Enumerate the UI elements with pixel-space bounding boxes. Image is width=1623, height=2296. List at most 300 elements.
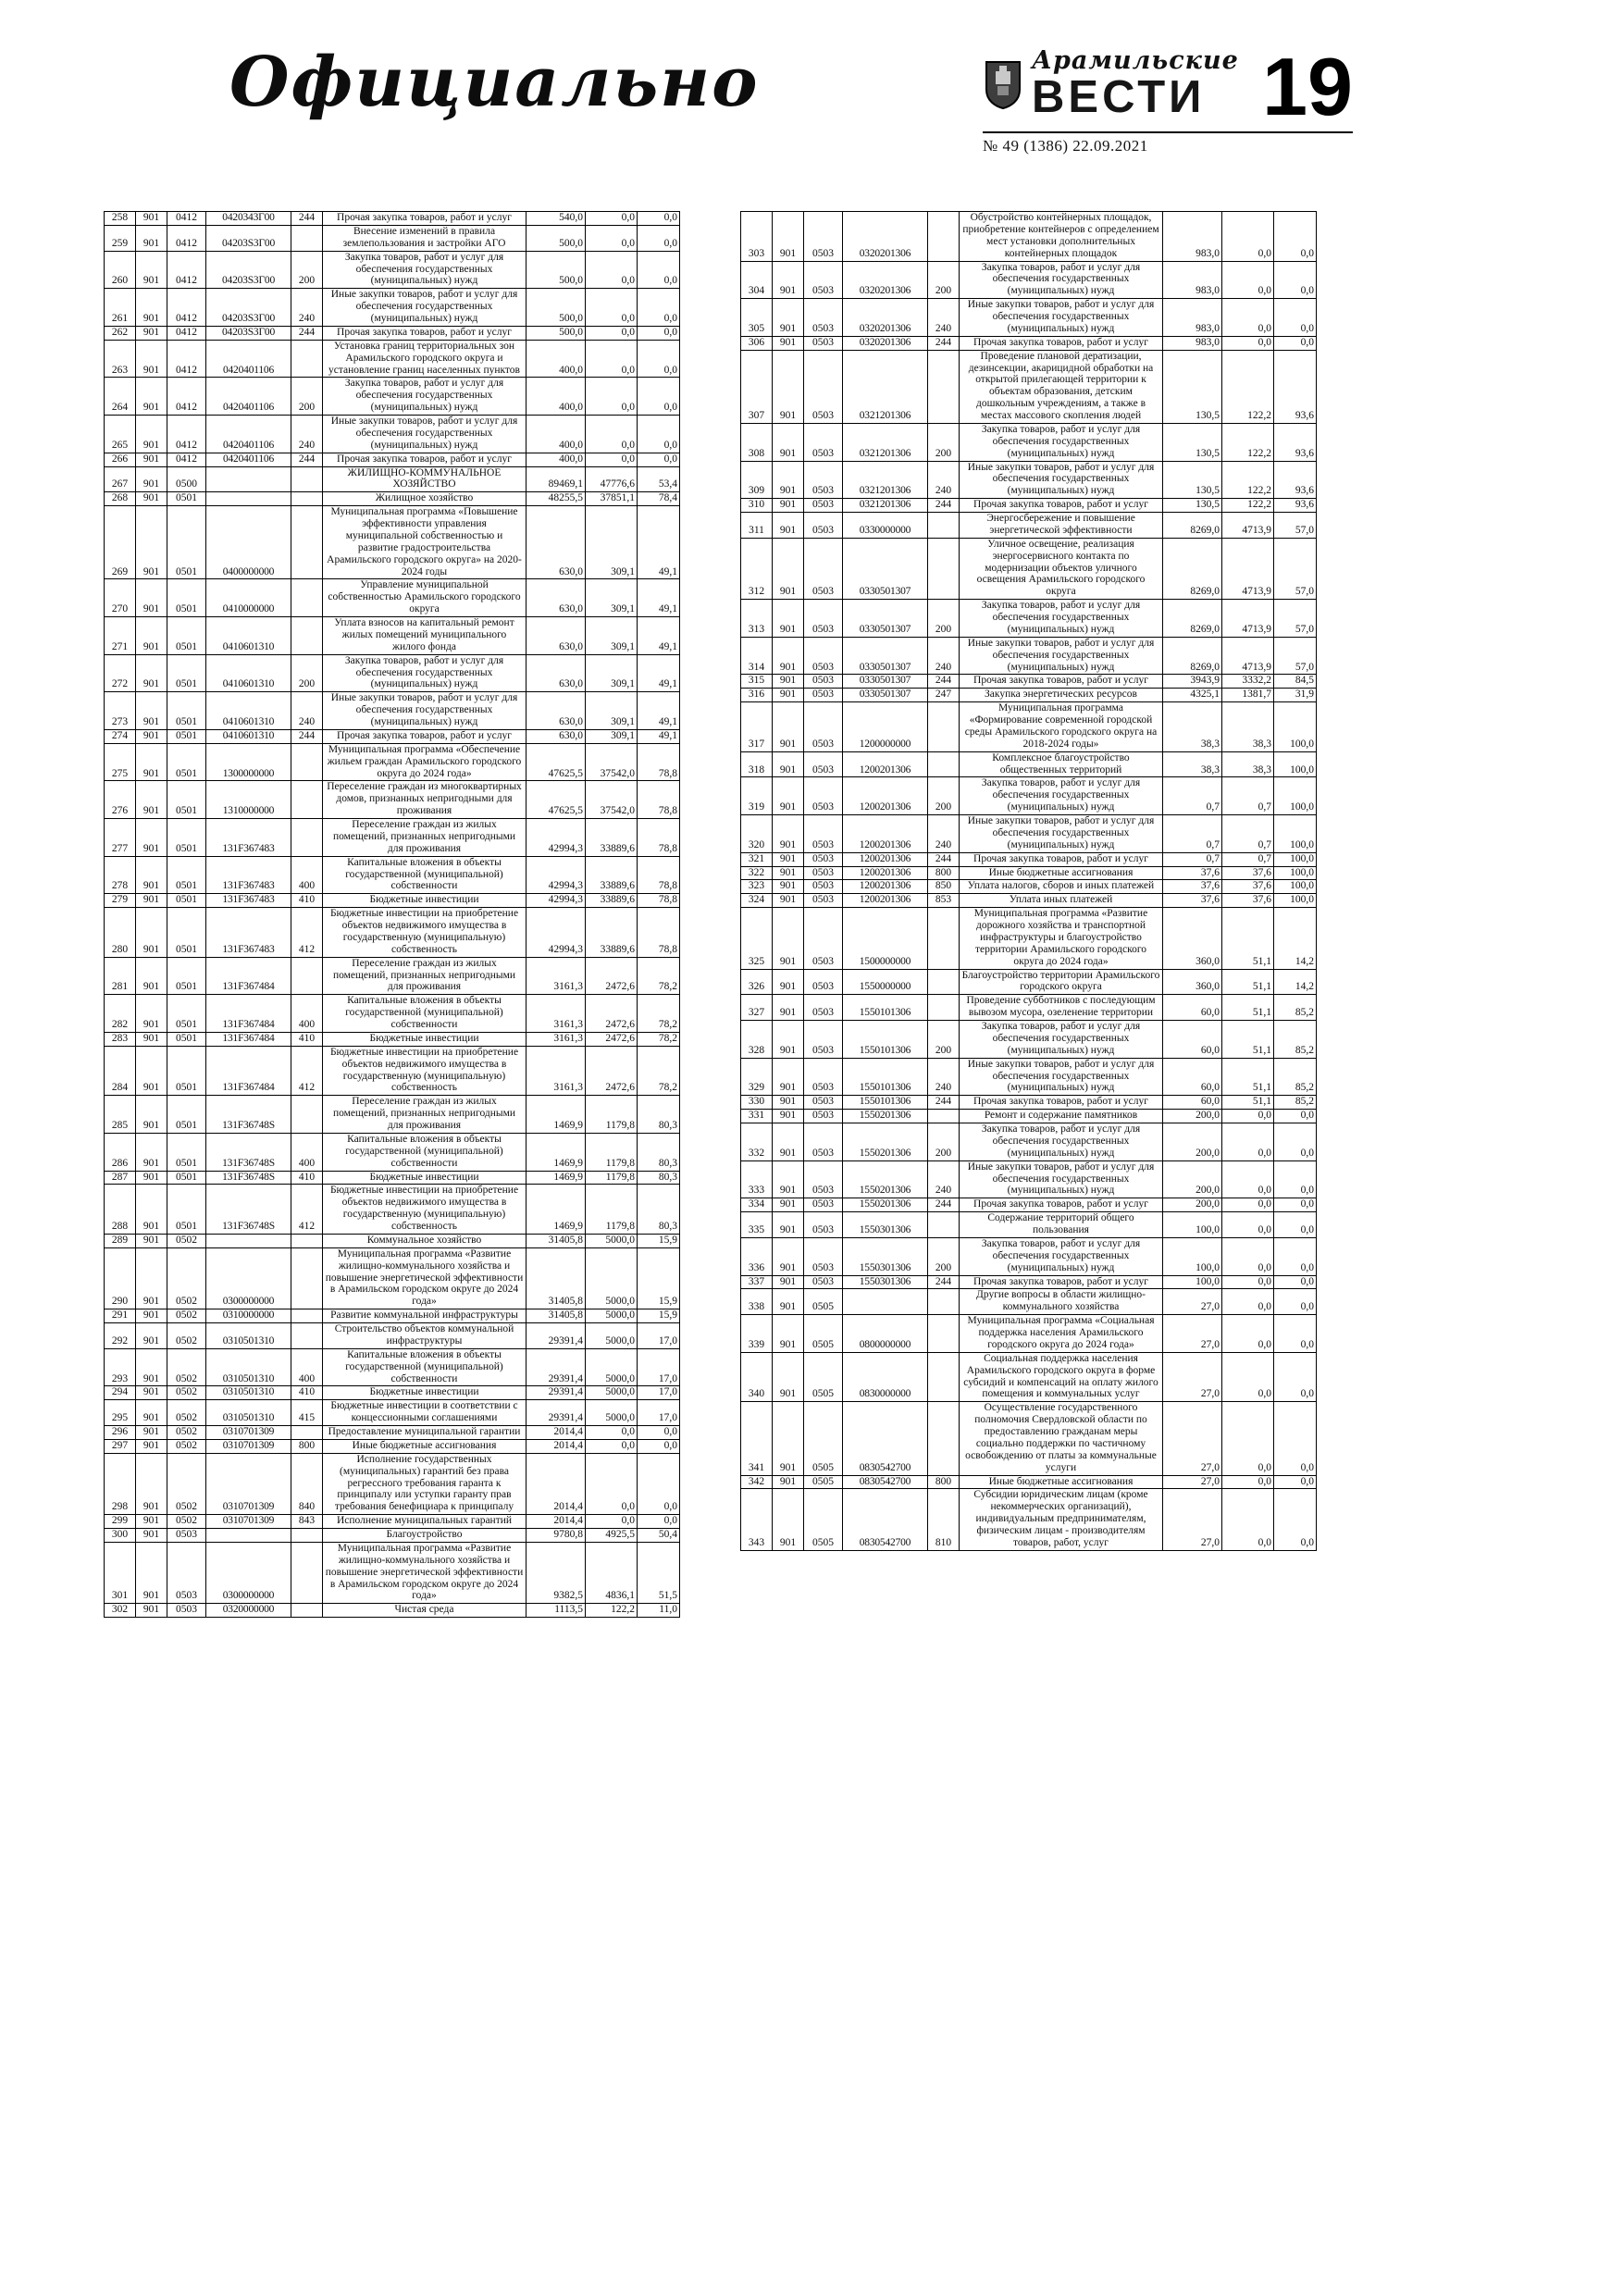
grbs-code: 901 [136, 1323, 167, 1349]
executed-amount: 4713,9 [1222, 600, 1274, 638]
section-code: 0505 [804, 1475, 843, 1489]
expense-type-code [291, 1309, 323, 1323]
approved-budget-amount: 29391,4 [527, 1348, 586, 1386]
expense-name: Жилищное хозяйство [323, 492, 527, 506]
expense-name: Иные закупки товаров, работ и услуг для обеспечения государственных (муниципальных) нужд [323, 416, 527, 453]
grbs-code: 901 [773, 350, 804, 423]
grbs-code: 901 [136, 340, 167, 378]
row-number: 268 [105, 492, 136, 506]
executed-amount: 0,0 [1222, 261, 1274, 299]
executed-amount: 51,1 [1222, 908, 1274, 969]
execution-percent: 0,0 [638, 416, 680, 453]
expense-name: Иные закупки товаров, работ и услуг для обеспечения государственных (муниципальных) нужд [323, 692, 527, 730]
target-article-code: 0320000000 [206, 1604, 291, 1618]
grbs-code: 901 [136, 856, 167, 894]
executed-amount: 122,2 [1222, 423, 1274, 461]
grbs-code: 901 [136, 1247, 167, 1309]
section-code: 0501 [167, 743, 206, 781]
page-section-title: Официально [229, 43, 760, 122]
expense-name: Прочая закупка товаров, работ и услуг [323, 212, 527, 226]
expense-type-code [291, 1234, 323, 1247]
expense-name: Прочая закупка товаров, работ и услуг [960, 499, 1163, 513]
grbs-code: 901 [773, 212, 804, 262]
table-row [741, 637, 1317, 675]
target-article-code: 0320201306 [843, 336, 928, 350]
executed-amount: 0,0 [1222, 1289, 1274, 1315]
target-article-code: 04203S3Г00 [206, 326, 291, 340]
approved-budget-amount: 200,0 [1163, 1110, 1222, 1123]
table-row [741, 1402, 1317, 1475]
executed-amount: 0,0 [586, 251, 638, 289]
grbs-code: 901 [136, 1604, 167, 1618]
target-article-code: 0310501310 [206, 1386, 291, 1400]
expense-type-code [291, 1096, 323, 1134]
expense-type-code: 200 [291, 654, 323, 692]
target-article-code: 0410601310 [206, 729, 291, 743]
target-article-code: 0830000000 [843, 1352, 928, 1402]
executed-amount: 33889,6 [586, 894, 638, 908]
grbs-code: 901 [136, 617, 167, 655]
execution-percent: 0,0 [638, 225, 680, 251]
expense-type-code [928, 908, 960, 969]
target-article-code: 131F36748S [206, 1171, 291, 1185]
expense-name: Содержание территорий общего пользования [960, 1212, 1163, 1238]
expense-name: Обустройство контейнерных площадок, приобретение контейнеров с определением мест установки дополнительных контейнерных площадок [960, 212, 1163, 262]
approved-budget-amount: 630,0 [527, 729, 586, 743]
section-code: 0502 [167, 1309, 206, 1323]
execution-percent: 53,4 [638, 466, 680, 492]
grbs-code: 901 [773, 1058, 804, 1096]
table-row [741, 212, 1317, 262]
expense-type-code: 244 [291, 326, 323, 340]
executed-amount: 0,0 [1222, 1489, 1274, 1550]
row-number: 266 [105, 453, 136, 466]
expense-type-code: 800 [928, 1475, 960, 1489]
approved-budget-amount: 47625,5 [527, 781, 586, 819]
execution-percent: 0,0 [638, 453, 680, 466]
table-row [741, 1021, 1317, 1059]
expense-type-code [291, 1426, 323, 1440]
row-number: 258 [105, 212, 136, 226]
expense-type-code: 200 [928, 423, 960, 461]
table-row [105, 1133, 680, 1171]
target-article-code: 1550201306 [843, 1198, 928, 1212]
row-number: 324 [741, 894, 773, 908]
executed-amount: 0,0 [586, 453, 638, 466]
execution-percent: 0,0 [1274, 1160, 1317, 1198]
table-row [105, 1171, 680, 1185]
expense-name: Муниципальная программа «Формирование современной городской среды Арамильского городского округа на 2018-2024 годы» [960, 702, 1163, 752]
row-number: 313 [741, 600, 773, 638]
expense-type-code: 244 [291, 453, 323, 466]
expense-name: Прочая закупка товаров, работ и услуг [323, 326, 527, 340]
expense-type-code: 244 [928, 336, 960, 350]
table-row [105, 894, 680, 908]
table-row [105, 225, 680, 251]
expense-name: Внесение изменений в правила землепользования и застройки АГО [323, 225, 527, 251]
approved-budget-amount: 2014,4 [527, 1515, 586, 1529]
expense-name: Иные закупки товаров, работ и услуг для обеспечения государственных (муниципальных) нужд [960, 1160, 1163, 1198]
approved-budget-amount: 630,0 [527, 654, 586, 692]
expense-type-code [928, 702, 960, 752]
target-article-code: 1550301306 [843, 1237, 928, 1275]
executed-amount: 0,0 [1222, 1315, 1274, 1353]
expense-type-code [291, 579, 323, 617]
target-article-code: 0410601310 [206, 692, 291, 730]
expense-type-code: 415 [291, 1400, 323, 1426]
executed-amount: 5000,0 [586, 1348, 638, 1386]
target-article-code: 0420343Г00 [206, 212, 291, 226]
table-row [105, 1247, 680, 1309]
executed-amount: 122,2 [1222, 350, 1274, 423]
execution-percent: 0,0 [1274, 1275, 1317, 1289]
issue-line: № 49 (1386) 22.09.2021 [983, 136, 1148, 155]
expense-name: Прочая закупка товаров, работ и услуг [960, 336, 1163, 350]
grbs-code: 901 [136, 1234, 167, 1247]
row-number: 292 [105, 1323, 136, 1349]
expense-type-code [928, 1289, 960, 1315]
execution-percent: 80,3 [638, 1096, 680, 1134]
execution-percent: 49,1 [638, 692, 680, 730]
section-code: 0503 [167, 1604, 206, 1618]
approved-budget-amount: 0,7 [1163, 852, 1222, 866]
grbs-code: 901 [773, 538, 804, 599]
target-article-code: 0320201306 [843, 299, 928, 337]
expense-type-code: 240 [928, 815, 960, 853]
grbs-code: 901 [773, 1021, 804, 1059]
execution-percent: 0,0 [1274, 1315, 1317, 1353]
section-code: 0503 [804, 1275, 843, 1289]
expense-type-code [291, 225, 323, 251]
table-row [741, 350, 1317, 423]
expense-type-code: 800 [928, 866, 960, 880]
grbs-code: 901 [136, 1426, 167, 1440]
execution-percent: 80,3 [638, 1171, 680, 1185]
expense-type-code: 200 [291, 378, 323, 416]
expense-name: Строительство объектов коммунальной инфраструктуры [323, 1323, 527, 1349]
execution-percent: 0,0 [1274, 1402, 1317, 1475]
row-number: 262 [105, 326, 136, 340]
target-article-code: 131F367483 [206, 908, 291, 958]
section-code: 0502 [167, 1515, 206, 1529]
executed-amount: 1179,8 [586, 1185, 638, 1235]
table-row [105, 1046, 680, 1096]
grbs-code: 901 [136, 995, 167, 1033]
table-row [741, 852, 1317, 866]
approved-budget-amount: 630,0 [527, 692, 586, 730]
expense-type-code: 400 [291, 1133, 323, 1171]
table-row [105, 492, 680, 506]
table-row [105, 326, 680, 340]
brand-row [983, 48, 1239, 120]
grbs-code: 901 [773, 1096, 804, 1110]
target-article-code: 0830542700 [843, 1489, 928, 1550]
expense-type-code: 853 [928, 894, 960, 908]
grbs-code: 901 [136, 492, 167, 506]
approved-budget-amount: 130,5 [1163, 499, 1222, 513]
section-code: 0503 [804, 1237, 843, 1275]
approved-budget-amount: 27,0 [1163, 1289, 1222, 1315]
approved-budget-amount: 360,0 [1163, 908, 1222, 969]
approved-budget-amount: 1469,9 [527, 1096, 586, 1134]
grbs-code: 901 [136, 908, 167, 958]
expense-name: Иные закупки товаров, работ и услуг для обеспечения государственных (муниципальных) нужд [960, 637, 1163, 675]
approved-budget-amount: 500,0 [527, 289, 586, 327]
row-number: 297 [105, 1439, 136, 1453]
section-code: 0412 [167, 251, 206, 289]
grbs-code: 901 [773, 1289, 804, 1315]
target-article-code: 1200201306 [843, 777, 928, 815]
expense-name: Осуществление государственного полномочия Свердловской области по предоставлению гражданам меры социально поддержки по частичному освобождению от платы за коммунальные услуги [960, 1402, 1163, 1475]
target-article-code: 0410000000 [206, 579, 291, 617]
table-row [105, 995, 680, 1033]
target-article-code: 1200201306 [843, 852, 928, 866]
row-number: 270 [105, 579, 136, 617]
executed-amount: 0,0 [1222, 1402, 1274, 1475]
expense-name: Иные закупки товаров, работ и услуг для обеспечения государственных (муниципальных) нужд [323, 289, 527, 327]
grbs-code: 901 [136, 1453, 167, 1514]
approved-budget-amount: 540,0 [527, 212, 586, 226]
grbs-code: 901 [773, 299, 804, 337]
execution-percent: 85,2 [1274, 1021, 1317, 1059]
row-number: 272 [105, 654, 136, 692]
target-article-code: 0310501310 [206, 1348, 291, 1386]
row-number: 299 [105, 1515, 136, 1529]
executed-amount: 309,1 [586, 617, 638, 655]
execution-percent: 93,6 [1274, 499, 1317, 513]
section-code: 0503 [804, 350, 843, 423]
row-number: 269 [105, 506, 136, 579]
row-number: 293 [105, 1348, 136, 1386]
grbs-code: 901 [136, 225, 167, 251]
section-code: 0503 [804, 513, 843, 539]
grbs-code: 901 [136, 1515, 167, 1529]
row-number: 280 [105, 908, 136, 958]
target-article-code: 0321201306 [843, 461, 928, 499]
expense-type-code: 244 [928, 1096, 960, 1110]
section-code: 0503 [804, 1123, 843, 1161]
target-article-code: 131F367484 [206, 957, 291, 995]
approved-budget-amount: 31405,8 [527, 1309, 586, 1323]
approved-budget-amount: 400,0 [527, 340, 586, 378]
row-number: 294 [105, 1386, 136, 1400]
table-row [105, 378, 680, 416]
row-number: 323 [741, 880, 773, 894]
grbs-code: 901 [773, 461, 804, 499]
row-number: 333 [741, 1160, 773, 1198]
approved-budget-amount: 130,5 [1163, 461, 1222, 499]
approved-budget-amount: 630,0 [527, 506, 586, 579]
expense-name: Закупка товаров, работ и услуг для обеспечения государственных (муниципальных) нужд [960, 423, 1163, 461]
section-code: 0501 [167, 654, 206, 692]
execution-percent: 51,5 [638, 1542, 680, 1603]
grbs-code: 901 [773, 815, 804, 853]
execution-percent: 78,8 [638, 781, 680, 819]
execution-percent: 0,0 [1274, 1212, 1317, 1238]
section-code: 0501 [167, 908, 206, 958]
approved-budget-amount: 983,0 [1163, 212, 1222, 262]
row-number: 259 [105, 225, 136, 251]
section-code: 0503 [804, 751, 843, 777]
expense-name: Переселение граждан из жилых помещений, признанных непригодными для проживания [323, 819, 527, 857]
expense-name: Прочая закупка товаров, работ и услуг [960, 1198, 1163, 1212]
executed-amount: 4713,9 [1222, 513, 1274, 539]
executed-amount: 4713,9 [1222, 538, 1274, 599]
row-number: 334 [741, 1198, 773, 1212]
section-code: 0502 [167, 1247, 206, 1309]
section-code: 0503 [804, 299, 843, 337]
section-code: 0412 [167, 416, 206, 453]
table-row [105, 1439, 680, 1453]
expense-name: Муниципальная программа «Развитие жилищно-коммунального хозяйства и повышение энергетической эффективности в Арамильском городском округе до 2024 года» [323, 1247, 527, 1309]
section-code: 0503 [804, 1110, 843, 1123]
expense-name: Прочая закупка товаров, работ и услуг [960, 852, 1163, 866]
expense-type-code: 400 [291, 856, 323, 894]
table-row [741, 866, 1317, 880]
expense-name: Уплата налогов, сборов и иных платежей [960, 880, 1163, 894]
expense-type-code: 410 [291, 1032, 323, 1046]
expense-name: Муниципальная программа «Обеспечение жильем граждан Арамильского городского округа до 2024 года» [323, 743, 527, 781]
table-row [741, 995, 1317, 1021]
section-code: 0502 [167, 1348, 206, 1386]
row-number: 317 [741, 702, 773, 752]
row-number: 304 [741, 261, 773, 299]
grbs-code: 901 [773, 1489, 804, 1550]
executed-amount: 0,7 [1222, 777, 1274, 815]
execution-percent: 49,1 [638, 579, 680, 617]
section-code: 0412 [167, 340, 206, 378]
section-code: 0503 [804, 1160, 843, 1198]
expense-type-code: 240 [291, 692, 323, 730]
executed-amount: 0,0 [1222, 1275, 1274, 1289]
execution-percent: 15,9 [638, 1234, 680, 1247]
execution-percent: 0,0 [638, 1426, 680, 1440]
executed-amount: 0,0 [1222, 1160, 1274, 1198]
table-row [105, 1426, 680, 1440]
budget-table-left-body [105, 212, 680, 1618]
grbs-code: 901 [773, 969, 804, 995]
expense-name: Проведение плановой дератизации, дезинсекции, акарицидной обработки на открытой прилегающей территории к объектам образования, детским дошкольным учреждениям, а также в местах массового скопления людей [960, 350, 1163, 423]
target-article-code: 0310501310 [206, 1323, 291, 1349]
executed-amount: 51,1 [1222, 1058, 1274, 1096]
execution-percent: 0,0 [638, 212, 680, 226]
section-code: 0503 [804, 702, 843, 752]
target-article-code: 0830542700 [843, 1402, 928, 1475]
section-code: 0412 [167, 289, 206, 327]
section-code: 0505 [804, 1352, 843, 1402]
executed-amount: 4713,9 [1222, 637, 1274, 675]
execution-percent: 0,0 [1274, 336, 1317, 350]
grbs-code: 901 [773, 499, 804, 513]
execution-percent: 14,2 [1274, 908, 1317, 969]
execution-percent: 78,8 [638, 743, 680, 781]
executed-amount: 37,6 [1222, 880, 1274, 894]
target-article-code: 0310701309 [206, 1515, 291, 1529]
executed-amount: 122,2 [1222, 499, 1274, 513]
expense-name: Благоустройство территории Арамильского городского округа [960, 969, 1163, 995]
executed-amount: 0,0 [1222, 299, 1274, 337]
executed-amount: 37,6 [1222, 894, 1274, 908]
row-number: 321 [741, 852, 773, 866]
approved-budget-amount: 200,0 [1163, 1198, 1222, 1212]
grbs-code: 901 [136, 1096, 167, 1134]
approved-budget-amount: 200,0 [1163, 1123, 1222, 1161]
grbs-code: 901 [136, 289, 167, 327]
table-row [741, 336, 1317, 350]
execution-percent: 78,2 [638, 995, 680, 1033]
executed-amount: 0,0 [586, 1439, 638, 1453]
execution-percent: 15,9 [638, 1247, 680, 1309]
executed-amount: 122,2 [1222, 461, 1274, 499]
executed-amount: 33889,6 [586, 908, 638, 958]
target-article-code: 0310000000 [206, 1309, 291, 1323]
approved-budget-amount: 1469,9 [527, 1133, 586, 1171]
execution-percent: 0,0 [1274, 261, 1317, 299]
executed-amount: 5000,0 [586, 1247, 638, 1309]
row-number: 315 [741, 675, 773, 689]
execution-percent: 49,1 [638, 729, 680, 743]
approved-budget-amount: 630,0 [527, 617, 586, 655]
grbs-code: 901 [773, 751, 804, 777]
execution-percent: 93,6 [1274, 350, 1317, 423]
section-code: 0503 [804, 1096, 843, 1110]
row-number: 336 [741, 1237, 773, 1275]
executed-amount: 0,0 [1222, 1475, 1274, 1489]
expense-type-code [291, 617, 323, 655]
table-row [741, 499, 1317, 513]
grbs-code: 901 [773, 1160, 804, 1198]
grbs-code: 901 [773, 894, 804, 908]
row-number: 341 [741, 1402, 773, 1475]
section-code: 0501 [167, 692, 206, 730]
row-number: 281 [105, 957, 136, 995]
target-article-code: 131F36748S [206, 1096, 291, 1134]
expense-name: Закупка товаров, работ и услуг для обеспечения государственных (муниципальных) нужд [960, 261, 1163, 299]
grbs-code: 901 [136, 212, 167, 226]
execution-percent: 0,0 [1274, 1352, 1317, 1402]
section-code: 0412 [167, 212, 206, 226]
expense-name: Другие вопросы в области жилищно-коммунального хозяйства [960, 1289, 1163, 1315]
execution-percent: 0,0 [1274, 1123, 1317, 1161]
section-code: 0412 [167, 378, 206, 416]
executed-amount: 1179,8 [586, 1171, 638, 1185]
expense-type-code: 244 [291, 212, 323, 226]
row-number: 275 [105, 743, 136, 781]
execution-percent: 78,8 [638, 819, 680, 857]
expense-name: Закупка энергетических ресурсов [960, 689, 1163, 702]
section-code: 0501 [167, 1046, 206, 1096]
target-article-code: 0320201306 [843, 212, 928, 262]
table-row [741, 689, 1317, 702]
target-article-code: 0830542700 [843, 1475, 928, 1489]
row-number: 305 [741, 299, 773, 337]
table-row [105, 1386, 680, 1400]
grbs-code: 901 [773, 600, 804, 638]
grbs-code: 901 [136, 1171, 167, 1185]
expense-name: Развитие коммунальной инфраструктуры [323, 1309, 527, 1323]
target-article-code: 1550201306 [843, 1110, 928, 1123]
grbs-code: 901 [136, 743, 167, 781]
expense-name: Иные закупки товаров, работ и услуг для обеспечения государственных (муниципальных) нужд [960, 299, 1163, 337]
expense-type-code: 410 [291, 1171, 323, 1185]
target-article-code: 1200201306 [843, 866, 928, 880]
executed-amount: 2472,6 [586, 957, 638, 995]
section-code: 0501 [167, 492, 206, 506]
expense-type-code: 244 [291, 729, 323, 743]
approved-budget-amount: 27,0 [1163, 1489, 1222, 1550]
row-number: 312 [741, 538, 773, 599]
row-number: 278 [105, 856, 136, 894]
